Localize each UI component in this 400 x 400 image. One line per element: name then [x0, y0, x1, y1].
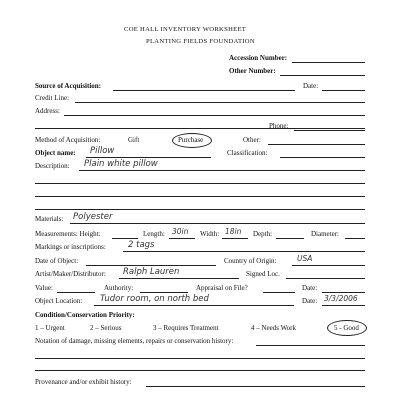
address-line-2[interactable]	[35, 128, 365, 129]
accession-number-line[interactable]	[292, 62, 365, 63]
method-other-line[interactable]	[268, 144, 365, 145]
notation-line-1[interactable]	[256, 345, 365, 346]
date-of-object-label: Date of Object:	[35, 257, 79, 265]
notation-line-2[interactable]	[35, 358, 365, 359]
condition-option-2[interactable]: 2 – Serious	[90, 324, 122, 332]
object-name-value: Pillow	[90, 146, 115, 156]
width-label: Width:	[200, 230, 220, 238]
artist-value: Ralph Lauren	[123, 267, 180, 277]
country-value: USA	[297, 254, 313, 263]
classification-line[interactable]	[280, 157, 365, 158]
value-line[interactable]	[57, 292, 95, 293]
purchase-selected-circle	[172, 133, 212, 148]
location-date-label: Date:	[302, 297, 318, 305]
source-date-label: Date:	[303, 82, 319, 90]
object-location-value: Tudor room, on north bed	[100, 294, 209, 304]
phone-line[interactable]	[294, 130, 365, 131]
height-label: Measurements: Height:	[35, 230, 101, 238]
height-line[interactable]	[112, 238, 138, 239]
diameter-line[interactable]	[345, 238, 365, 239]
method-other-label: Other:	[243, 136, 261, 144]
provenance-line[interactable]	[146, 386, 365, 387]
object-location-label: Object Location:	[35, 297, 83, 305]
other-number-label: Other Number:	[229, 67, 276, 75]
source-date-line[interactable]	[322, 90, 365, 91]
notation-line-3[interactable]	[35, 370, 365, 371]
accession-number-label: Accession Number:	[229, 54, 288, 62]
diameter-label: Diameter:	[311, 230, 339, 238]
object-location-line[interactable]	[94, 305, 294, 306]
description-label: Description:	[35, 162, 70, 170]
description-line-1[interactable]	[79, 170, 365, 171]
credit-line-line[interactable]	[75, 102, 365, 103]
source-of-acquisition-line[interactable]	[113, 90, 295, 91]
description-line-2[interactable]	[35, 183, 365, 184]
provenance-label: Provenance and/or exhibit history:	[35, 378, 132, 386]
method-gift-option[interactable]: Gift	[128, 136, 140, 144]
method-purchase-option[interactable]: Purchase	[178, 136, 204, 144]
materials-value: Polyester	[73, 212, 113, 222]
object-name-line[interactable]	[86, 157, 211, 158]
length-value: 30in	[172, 227, 189, 236]
date-of-object-line[interactable]	[86, 265, 216, 266]
materials-line[interactable]	[70, 223, 365, 224]
width-line[interactable]	[222, 238, 248, 239]
markings-value: 2 tags	[128, 240, 155, 250]
credit-line-label: Credit Line:	[35, 94, 70, 102]
description-line-4[interactable]	[35, 209, 365, 210]
condition-option-4[interactable]: 4 – Needs Work	[251, 324, 296, 332]
markings-label: Markings or inscriptions:	[35, 243, 106, 251]
artist-line[interactable]	[119, 278, 239, 279]
description-value: Plain white pillow	[84, 159, 158, 169]
location-date-line[interactable]	[322, 305, 365, 306]
condition-option-3[interactable]: 3 – Requires Treatment	[153, 324, 219, 332]
notation-label: Notation of damage, missing elements, repairs or conservation history:	[35, 337, 234, 345]
materials-label: Materials:	[35, 215, 64, 223]
object-name-label: Object name:	[35, 149, 76, 157]
condition-good-selected-circle	[327, 320, 367, 336]
phone-label: Phone:	[269, 122, 289, 130]
source-of-acquisition-label: Source of Acquisition:	[35, 82, 101, 90]
address-label: Address:	[35, 107, 60, 115]
classification-label: Classification:	[227, 149, 268, 157]
depth-line[interactable]	[276, 238, 304, 239]
value-label: Value:	[35, 284, 53, 292]
country-of-origin-label: Country of Origin:	[224, 257, 277, 265]
form-title: COE HALL INVENTORY WORKSHEET	[124, 26, 247, 33]
condition-heading: Condition/Conservation Priority:	[35, 311, 135, 319]
appraisal-date-label: Date:	[302, 284, 318, 292]
description-line-3[interactable]	[35, 196, 365, 197]
length-label: Length:	[143, 230, 165, 238]
condition-option-5[interactable]: 5 - Good	[334, 324, 359, 332]
appraisal-line[interactable]	[263, 292, 295, 293]
form-subtitle: PLANTING FIELDS FOUNDATION	[146, 38, 255, 45]
authority-label: Authority:	[104, 284, 134, 292]
country-of-origin-line[interactable]	[292, 265, 365, 266]
condition-option-1[interactable]: 1 – Urgent	[35, 324, 65, 332]
address-line-1[interactable]	[64, 115, 365, 116]
length-line[interactable]	[169, 238, 195, 239]
method-of-acquisition-label: Method of Acquisition:	[35, 136, 101, 144]
location-date-value: 3/3/2006	[324, 294, 358, 303]
depth-label: Depth:	[253, 230, 273, 238]
appraisal-label: Appraisal on File?	[196, 284, 248, 292]
signed-loc-line[interactable]	[286, 278, 365, 279]
signed-loc-label: Signed Loc.	[246, 270, 280, 278]
markings-line[interactable]	[123, 251, 365, 252]
artist-label: Artist/Maker/Distributor:	[35, 270, 106, 278]
authority-line[interactable]	[140, 292, 188, 293]
width-value: 18in	[225, 227, 242, 236]
other-number-line[interactable]	[280, 75, 365, 76]
appraisal-date-line[interactable]	[322, 292, 365, 293]
